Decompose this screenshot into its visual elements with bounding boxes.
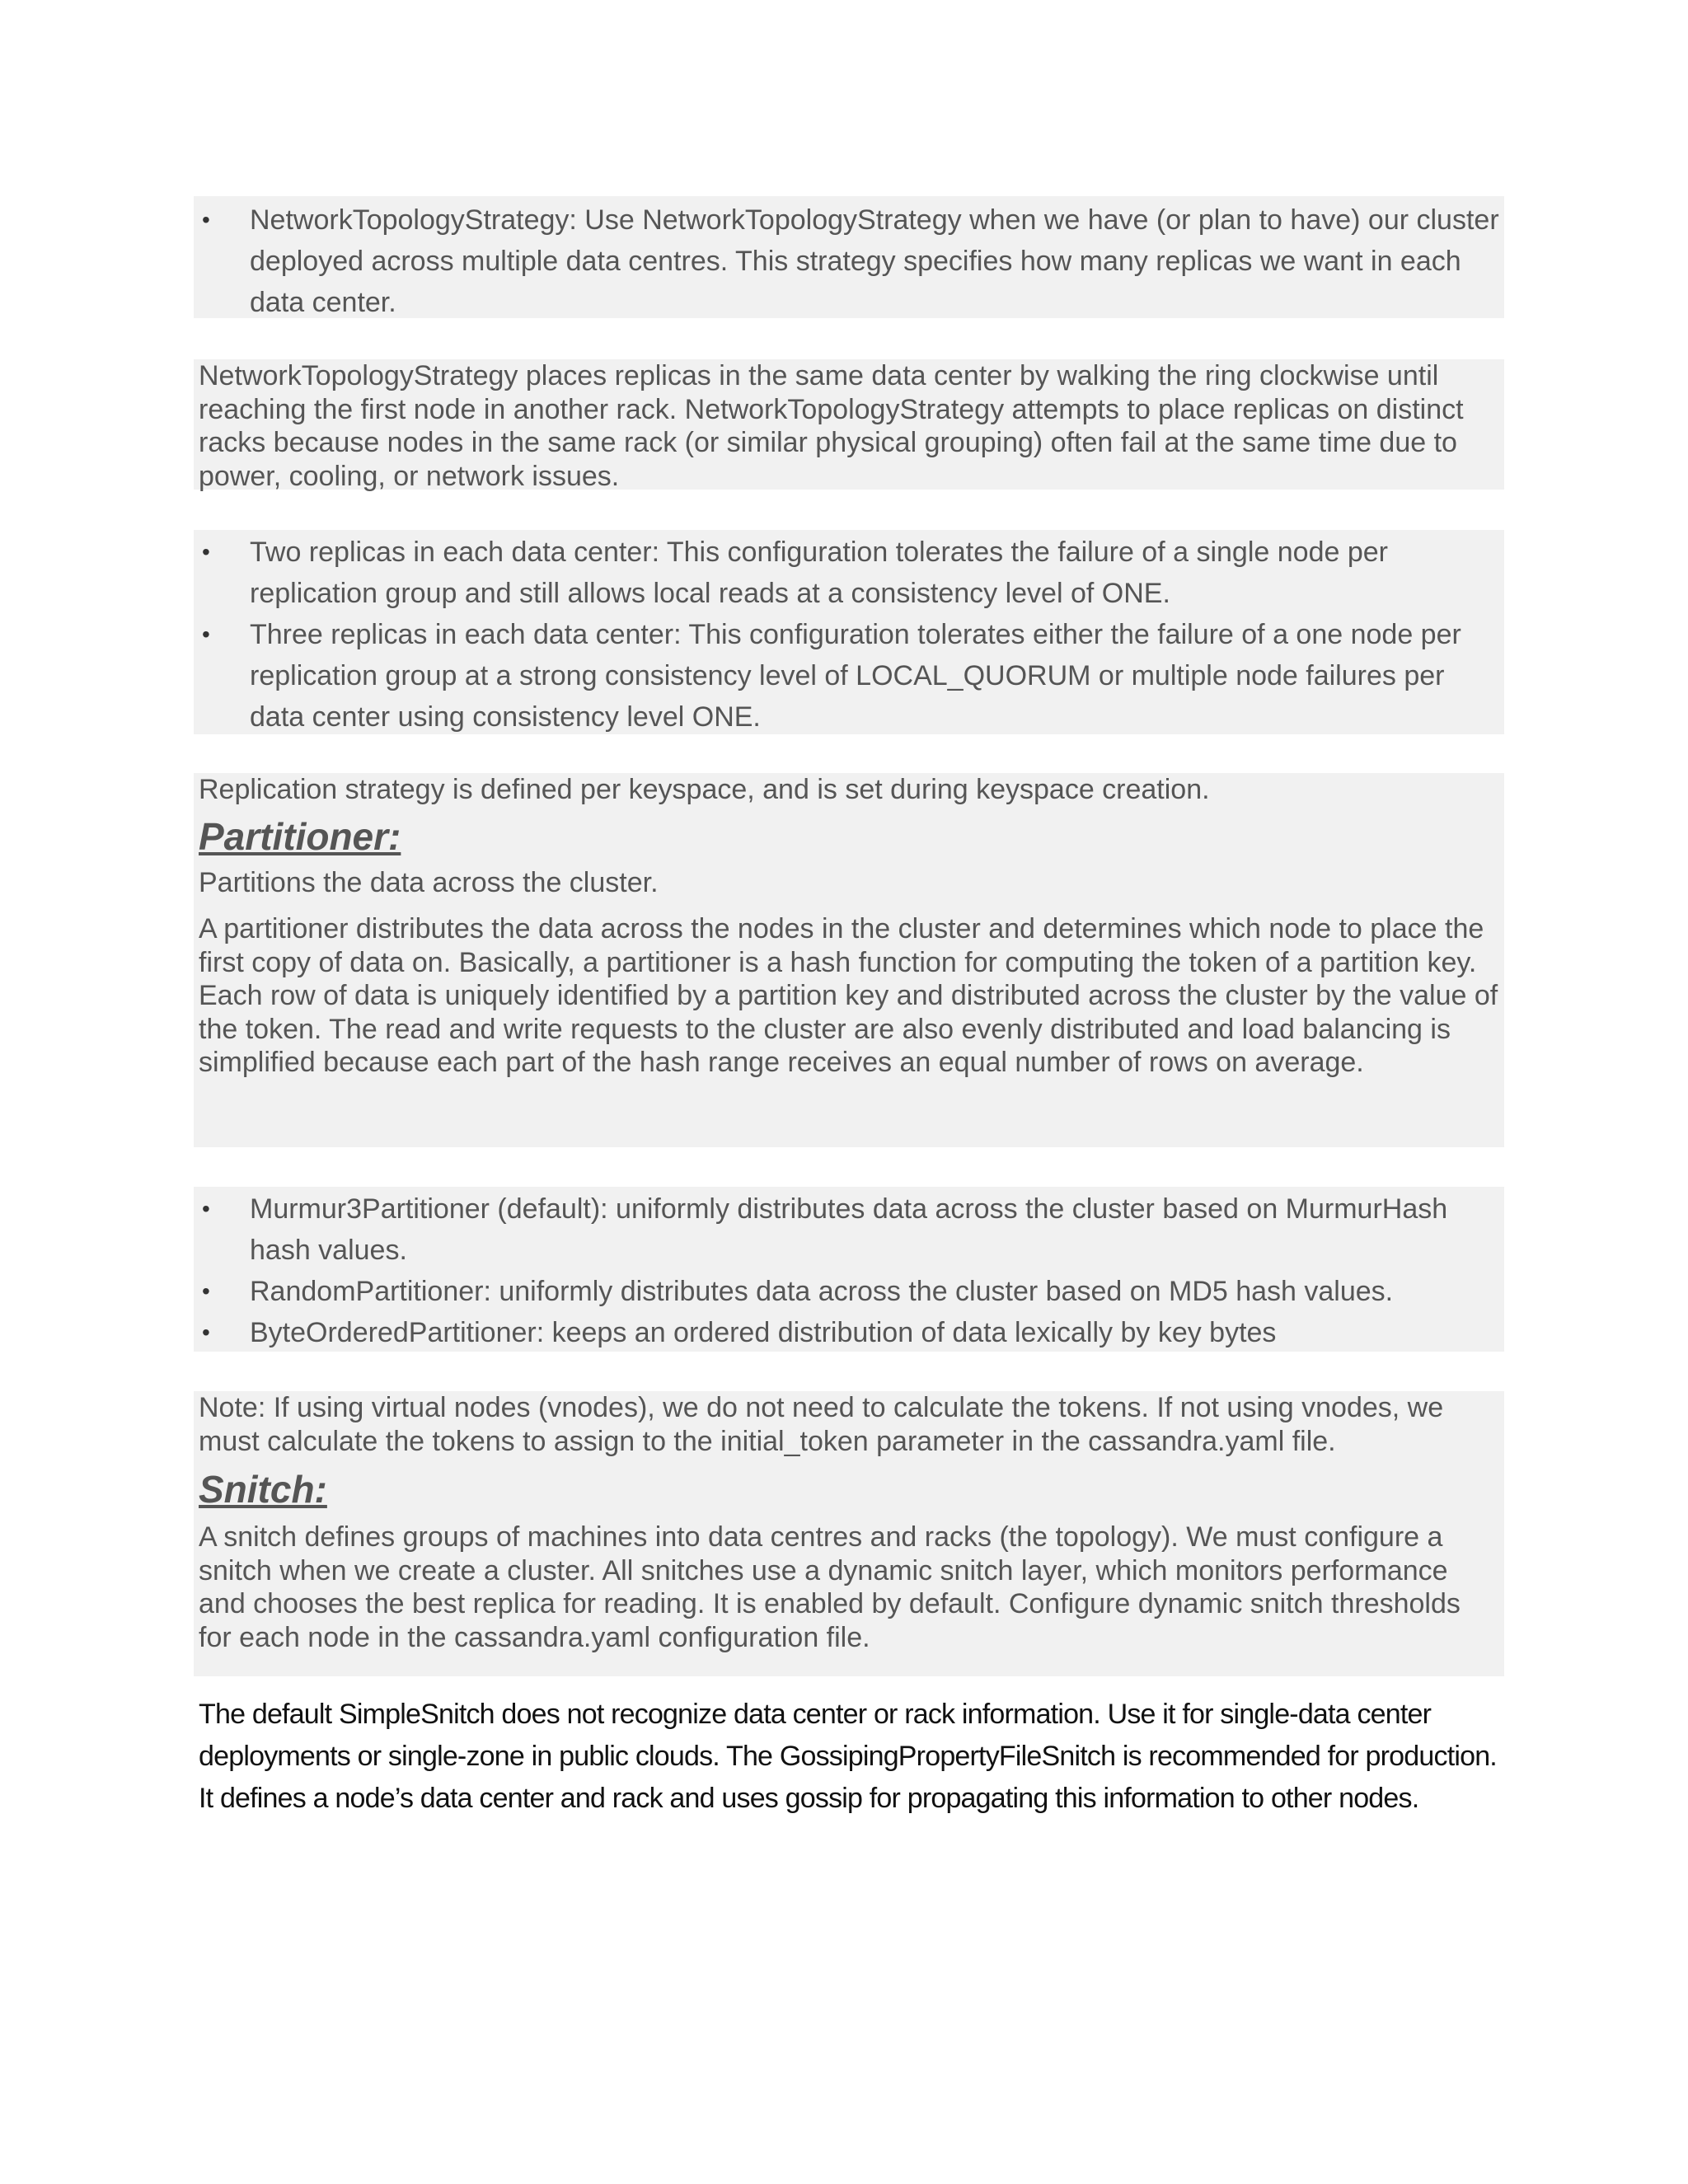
bullet-list: [194, 530, 1504, 743]
bullet-list: [194, 1187, 1504, 1358]
paragraph: A snitch defines groups of machines into data centres and racks (the topology). We must configure a snitch when we create a cluster. All snitches use a dynamic snitch layer, which monitors performance and chooses the best replica for reading. It is enabled by default. Configure dynamic snitch thresholds for each node in the cassandra.yaml configuration file.: [199, 1521, 1461, 1653]
partitioner-types-bullet-block: [194, 1187, 1504, 1352]
partitioner-block: [194, 773, 1504, 1147]
bullet-item: • Murmur3Partitioner (default): uniformly distributes data across the cluster based on MurmurHash hash values.: [194, 1188, 1504, 1271]
bullet-item: • NetworkTopologyStrategy: Use NetworkTopologyStrategy when we have (or plan to have) our cluster deployed across multiple data centres. This strategy specifies how many replicas we want in each data center.: [194, 199, 1504, 323]
snitch-block: [194, 1391, 1504, 1676]
section-heading-snitch: Snitch:: [199, 1468, 327, 1511]
paragraph: Note: If using virtual nodes (vnodes), we do not need to calculate the tokens. If not using vnodes, we must calculate the tokens to assign to the initial_token parameter in the cassandra.yaml file.: [199, 1392, 1444, 1457]
bullet-item: • ByteOrderedPartitioner: keeps an ordered distribution of data lexically by key bytes: [194, 1312, 1504, 1353]
paragraph: NetworkTopologyStrategy places replicas in the same data center by walking the ring clockwise until reaching the first node in another rack. NetworkTopologyStrategy attempts to place replicas on distinct racks because nodes in the same rack (or similar physical grouping) often fail at the same time due to power, cooling, or network issues.: [199, 360, 1464, 492]
paragraph: A partitioner distributes the data across the nodes in the cluster and determines which node to place the first copy of data on. Basically, a partitioner is a hash function for computing the token of a partition key. Each row of data is uniquely identified by a partition key and distributed across the cluster by the value of the token. The read and write requests to the cluster are also evenly distributed and load balancing is simplified because each part of the hash range receives an equal number of rows on average.: [199, 913, 1498, 1078]
section-heading-partitioner: Partitioner:: [199, 814, 401, 858]
bullet-item: • RandomPartitioner: uniformly distributes data across the cluster based on MD5 hash values.: [194, 1271, 1504, 1312]
bullet-item: • Three replicas in each data center: This configuration tolerates either the failure of a one node per replication group at a strong consistency level of LOCAL_QUORUM or multiple node failures per data center using consistency level ONE.: [194, 614, 1504, 738]
paragraph: Replication strategy is defined per keyspace, and is set during keyspace creation.: [199, 774, 1210, 805]
replica-config-bullet-block: [194, 530, 1504, 734]
network-topology-description-block: [194, 359, 1504, 490]
final-paragraph: The default SimpleSnitch does not recognize data center or rack information. Use it for single-data center deployments or single-zone in public clouds. The GossipingPropertyFileSnitch is recommended for production. It defines a node’s data center and rack and uses gossip for propagating this information to other nodes.: [199, 1699, 1497, 1814]
bullet-item: • Two replicas in each data center: This configuration tolerates the failure of a single node per replication group and still allows local reads at a consistency level of ONE.: [194, 532, 1504, 614]
bullet-list: [194, 196, 1504, 328]
network-topology-bullet-block: [194, 196, 1504, 318]
paragraph: Partitions the data across the cluster.: [199, 866, 659, 898]
